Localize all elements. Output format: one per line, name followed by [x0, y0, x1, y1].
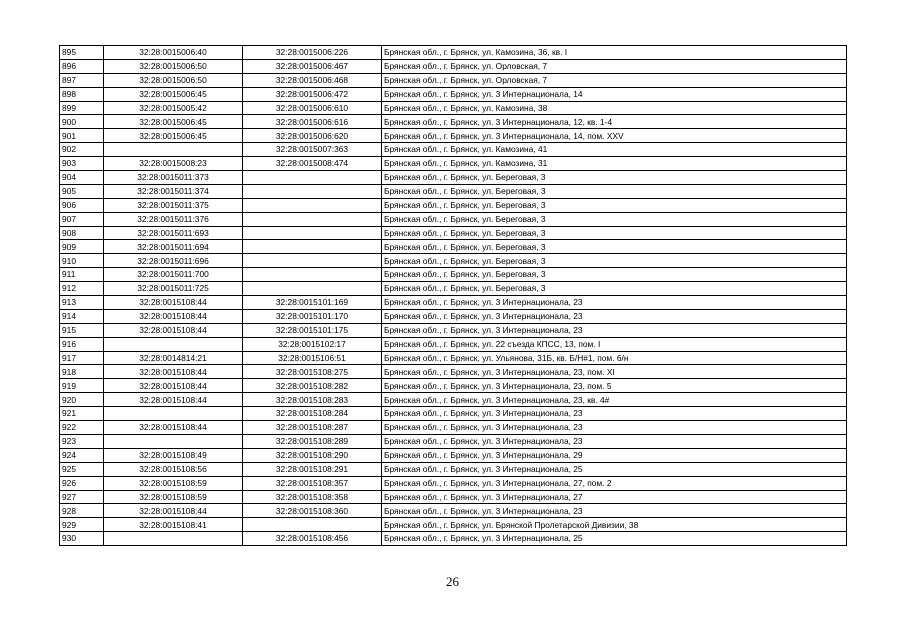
- cadastral-register-table: [59, 45, 847, 546]
- row-number-cell: 905: [60, 184, 104, 198]
- address-cell: Брянская обл., г. Брянск, ул. 3 Интернационала, 25: [382, 462, 847, 476]
- row-number-cell: 915: [60, 323, 104, 337]
- row-number-cell: 895: [60, 46, 104, 60]
- address-cell: Брянская обл., г. Брянск, ул. Орловская, 7: [382, 73, 847, 87]
- address-cell: Брянская обл., г. Брянск, ул. Камозина, 31: [382, 157, 847, 171]
- row-number-cell: 907: [60, 212, 104, 226]
- row-number-cell: 903: [60, 157, 104, 171]
- land-plot-cadastral-number-cell: 32:28:0015108:44: [104, 323, 243, 337]
- row-number-cell: 912: [60, 282, 104, 296]
- address-cell: Брянская обл., г. Брянск, ул. 3 Интернационала, 23, пом. 5: [382, 379, 847, 393]
- address-cell: Брянская обл., г. Брянск, ул. Береговая, 3: [382, 171, 847, 185]
- land-plot-cadastral-number-cell: 32:28:0015108:44: [104, 309, 243, 323]
- land-plot-cadastral-number-cell: 32:28:0015006:40: [104, 46, 243, 60]
- row-number-cell: 914: [60, 309, 104, 323]
- table-row: [60, 87, 847, 101]
- land-plot-cadastral-number-cell: 32:28:0015006:50: [104, 73, 243, 87]
- address-cell: Брянская обл., г. Брянск, ул. Береговая, 3: [382, 254, 847, 268]
- row-number-cell: 924: [60, 448, 104, 462]
- row-number-cell: 896: [60, 59, 104, 73]
- land-plot-cadastral-number-cell: 32:28:0015108:41: [104, 518, 243, 532]
- row-number-cell: 922: [60, 421, 104, 435]
- building-cadastral-number-cell: 32:28:0015006:610: [243, 101, 382, 115]
- table-row: [60, 212, 847, 226]
- table-row: [60, 184, 847, 198]
- land-plot-cadastral-number-cell: 32:28:0015108:56: [104, 462, 243, 476]
- row-number-cell: 916: [60, 337, 104, 351]
- table-row: [60, 532, 847, 546]
- table-row: [60, 434, 847, 448]
- table-row: [60, 337, 847, 351]
- building-cadastral-number-cell: 32:28:0015101:169: [243, 296, 382, 310]
- building-cadastral-number-cell: 32:28:0015006:620: [243, 129, 382, 143]
- table-row: [60, 296, 847, 310]
- building-cadastral-number-cell: 32:28:0015108:287: [243, 421, 382, 435]
- land-plot-cadastral-number-cell: 32:28:0015006:45: [104, 129, 243, 143]
- row-number-cell: 901: [60, 129, 104, 143]
- row-number-cell: 919: [60, 379, 104, 393]
- table-row: [60, 323, 847, 337]
- table-row: [60, 407, 847, 421]
- table-row: [60, 476, 847, 490]
- land-plot-cadastral-number-cell: 32:28:0015108:44: [104, 421, 243, 435]
- table-row: [60, 115, 847, 129]
- address-cell: Брянская обл., г. Брянск, ул. Береговая, 3: [382, 282, 847, 296]
- address-cell: Брянская обл., г. Брянск, ул. 3 Интернационала, 23: [382, 309, 847, 323]
- table-row: [60, 379, 847, 393]
- building-cadastral-number-cell: [243, 268, 382, 282]
- row-number-cell: 911: [60, 268, 104, 282]
- address-cell: Брянская обл., г. Брянск, ул. 3 Интернационала, 23: [382, 421, 847, 435]
- address-cell: Брянская обл., г. Брянск, ул. 3 Интернационала, 27, пом. 2: [382, 476, 847, 490]
- building-cadastral-number-cell: 32:28:0015108:282: [243, 379, 382, 393]
- building-cadastral-number-cell: 32:28:0015108:456: [243, 532, 382, 546]
- row-number-cell: 898: [60, 87, 104, 101]
- building-cadastral-number-cell: 32:28:0015108:289: [243, 434, 382, 448]
- table-row: [60, 518, 847, 532]
- land-plot-cadastral-number-cell: 32:28:0015108:44: [104, 504, 243, 518]
- land-plot-cadastral-number-cell: 32:28:0015108:49: [104, 448, 243, 462]
- row-number-cell: 918: [60, 365, 104, 379]
- building-cadastral-number-cell: [243, 254, 382, 268]
- land-plot-cadastral-number-cell: [104, 407, 243, 421]
- table-row: [60, 421, 847, 435]
- page-number: 26: [446, 574, 459, 589]
- table-row: [60, 101, 847, 115]
- land-plot-cadastral-number-cell: 32:28:0015108:44: [104, 393, 243, 407]
- land-plot-cadastral-number-cell: 32:28:0015011:374: [104, 184, 243, 198]
- building-cadastral-number-cell: 32:28:0015108:275: [243, 365, 382, 379]
- table-row: [60, 309, 847, 323]
- row-number-cell: 904: [60, 171, 104, 185]
- address-cell: Брянская обл., г. Брянск, ул. Береговая, 3: [382, 184, 847, 198]
- address-cell: Брянская обл., г. Брянск, ул. 3 Интернационала, 23: [382, 296, 847, 310]
- building-cadastral-number-cell: [243, 282, 382, 296]
- row-number-cell: 906: [60, 198, 104, 212]
- table-body: [60, 46, 847, 546]
- address-cell: Брянская обл., г. Брянск, ул. Брянской Пролетарской Дивизии, 38: [382, 518, 847, 532]
- building-cadastral-number-cell: [243, 212, 382, 226]
- row-number-cell: 908: [60, 226, 104, 240]
- building-cadastral-number-cell: 32:28:0015108:360: [243, 504, 382, 518]
- land-plot-cadastral-number-cell: 32:28:0015108:44: [104, 365, 243, 379]
- row-number-cell: 925: [60, 462, 104, 476]
- building-cadastral-number-cell: 32:28:0015108:291: [243, 462, 382, 476]
- address-cell: Брянская обл., г. Брянск, ул. 22 съезда КПСС, 13, пом. I: [382, 337, 847, 351]
- building-cadastral-number-cell: 32:28:0015008:474: [243, 157, 382, 171]
- land-plot-cadastral-number-cell: [104, 337, 243, 351]
- land-plot-cadastral-number-cell: 32:28:0015011:373: [104, 171, 243, 185]
- building-cadastral-number-cell: [243, 226, 382, 240]
- table-row: [60, 282, 847, 296]
- land-plot-cadastral-number-cell: 32:28:0015006:50: [104, 59, 243, 73]
- address-cell: Брянская обл., г. Брянск, ул. Камозина, 38: [382, 101, 847, 115]
- table-row: [60, 198, 847, 212]
- row-number-cell: 897: [60, 73, 104, 87]
- table-row: [60, 365, 847, 379]
- table-row: [60, 46, 847, 60]
- address-cell: Брянская обл., г. Брянск, ул. 3 Интернационала, 23: [382, 323, 847, 337]
- building-cadastral-number-cell: 32:28:0015106:51: [243, 351, 382, 365]
- address-cell: Брянская обл., г. Брянск, ул. Береговая, 3: [382, 212, 847, 226]
- address-cell: Брянская обл., г. Брянск, ул. 3 Интернационала, 12, кв. 1-4: [382, 115, 847, 129]
- address-cell: Брянская обл., г. Брянск, ул. Орловская, 7: [382, 59, 847, 73]
- row-number-cell: 928: [60, 504, 104, 518]
- land-plot-cadastral-number-cell: 32:28:0015011:700: [104, 268, 243, 282]
- land-plot-cadastral-number-cell: 32:28:0015008:23: [104, 157, 243, 171]
- table-row: [60, 59, 847, 73]
- building-cadastral-number-cell: 32:28:0015101:175: [243, 323, 382, 337]
- land-plot-cadastral-number-cell: 32:28:0015011:725: [104, 282, 243, 296]
- row-number-cell: 921: [60, 407, 104, 421]
- table-row: [60, 448, 847, 462]
- address-cell: Брянская обл., г. Брянск, ул. 3 Интернационала, 27: [382, 490, 847, 504]
- address-cell: Брянская обл., г. Брянск, ул. 3 Интернационала, 14, пом. XXV: [382, 129, 847, 143]
- row-number-cell: 909: [60, 240, 104, 254]
- address-cell: Брянская обл., г. Брянск, ул. Камозина, 41: [382, 143, 847, 157]
- table-row: [60, 226, 847, 240]
- land-plot-cadastral-number-cell: 32:28:0015011:693: [104, 226, 243, 240]
- building-cadastral-number-cell: 32:28:0015101:170: [243, 309, 382, 323]
- building-cadastral-number-cell: [243, 184, 382, 198]
- table-row: [60, 73, 847, 87]
- row-number-cell: 920: [60, 393, 104, 407]
- address-cell: Брянская обл., г. Брянск, ул. 3 Интернационала, 14: [382, 87, 847, 101]
- address-cell: Брянская обл., г. Брянск, ул. Береговая, 3: [382, 268, 847, 282]
- building-cadastral-number-cell: 32:28:0015006:468: [243, 73, 382, 87]
- building-cadastral-number-cell: [243, 171, 382, 185]
- address-cell: Брянская обл., г. Брянск, ул. Береговая, 3: [382, 226, 847, 240]
- table-row: [60, 143, 847, 157]
- row-number-cell: 926: [60, 476, 104, 490]
- row-number-cell: 930: [60, 532, 104, 546]
- building-cadastral-number-cell: 32:28:0015006:616: [243, 115, 382, 129]
- address-cell: Брянская обл., г. Брянск, ул. 3 Интернационала, 23: [382, 407, 847, 421]
- row-number-cell: 917: [60, 351, 104, 365]
- address-cell: Брянская обл., г. Брянск, ул. 3 Интернационала, 23: [382, 434, 847, 448]
- address-cell: Брянская обл., г. Брянск, ул. 3 Интернационала, 29: [382, 448, 847, 462]
- address-cell: Брянская обл., г. Брянск, ул. 3 Интернационала, 25: [382, 532, 847, 546]
- address-cell: Брянская обл., г. Брянск, ул. Ульянова, 31Б, кв. Б/Н#1, пом. 6/н: [382, 351, 847, 365]
- table-row: [60, 490, 847, 504]
- table-row: [60, 351, 847, 365]
- building-cadastral-number-cell: 32:28:0015108:290: [243, 448, 382, 462]
- address-cell: Брянская обл., г. Брянск, ул. 3 Интернационала, 23, пом. XI: [382, 365, 847, 379]
- land-plot-cadastral-number-cell: 32:28:0014814:21: [104, 351, 243, 365]
- land-plot-cadastral-number-cell: 32:28:0015011:375: [104, 198, 243, 212]
- table-row: [60, 171, 847, 185]
- row-number-cell: 923: [60, 434, 104, 448]
- building-cadastral-number-cell: 32:28:0015108:358: [243, 490, 382, 504]
- building-cadastral-number-cell: 32:28:0015102:17: [243, 337, 382, 351]
- address-cell: Брянская обл., г. Брянск, ул. Береговая, 3: [382, 198, 847, 212]
- land-plot-cadastral-number-cell: 32:28:0015108:44: [104, 379, 243, 393]
- land-plot-cadastral-number-cell: 32:28:0015108:59: [104, 476, 243, 490]
- land-plot-cadastral-number-cell: 32:28:0015108:44: [104, 296, 243, 310]
- address-cell: Брянская обл., г. Брянск, ул. Камозина, 36, кв. I: [382, 46, 847, 60]
- table-row: [60, 462, 847, 476]
- land-plot-cadastral-number-cell: 32:28:0015011:694: [104, 240, 243, 254]
- table-row: [60, 157, 847, 171]
- land-plot-cadastral-number-cell: 32:28:0015011:376: [104, 212, 243, 226]
- building-cadastral-number-cell: 32:28:0015108:284: [243, 407, 382, 421]
- building-cadastral-number-cell: 32:28:0015006:467: [243, 59, 382, 73]
- building-cadastral-number-cell: [243, 198, 382, 212]
- land-plot-cadastral-number-cell: 32:28:0015011:696: [104, 254, 243, 268]
- row-number-cell: 927: [60, 490, 104, 504]
- building-cadastral-number-cell: 32:28:0015006:472: [243, 87, 382, 101]
- land-plot-cadastral-number-cell: 32:28:0015108:59: [104, 490, 243, 504]
- land-plot-cadastral-number-cell: [104, 434, 243, 448]
- building-cadastral-number-cell: 32:28:0015006:226: [243, 46, 382, 60]
- row-number-cell: 913: [60, 296, 104, 310]
- land-plot-cadastral-number-cell: [104, 143, 243, 157]
- building-cadastral-number-cell: [243, 240, 382, 254]
- building-cadastral-number-cell: [243, 518, 382, 532]
- table-row: [60, 268, 847, 282]
- land-plot-cadastral-number-cell: [104, 532, 243, 546]
- address-cell: Брянская обл., г. Брянск, ул. 3 Интернационала, 23, кв. 4#: [382, 393, 847, 407]
- address-cell: Брянская обл., г. Брянск, ул. 3 Интернационала, 23: [382, 504, 847, 518]
- building-cadastral-number-cell: 32:28:0015108:283: [243, 393, 382, 407]
- row-number-cell: 902: [60, 143, 104, 157]
- land-plot-cadastral-number-cell: 32:28:0015006:45: [104, 115, 243, 129]
- row-number-cell: 899: [60, 101, 104, 115]
- table-row: [60, 504, 847, 518]
- building-cadastral-number-cell: 32:28:0015007:363: [243, 143, 382, 157]
- table-row: [60, 393, 847, 407]
- row-number-cell: 910: [60, 254, 104, 268]
- land-plot-cadastral-number-cell: 32:28:0015006:45: [104, 87, 243, 101]
- row-number-cell: 929: [60, 518, 104, 532]
- table-row: [60, 129, 847, 143]
- address-cell: Брянская обл., г. Брянск, ул. Береговая, 3: [382, 240, 847, 254]
- row-number-cell: 900: [60, 115, 104, 129]
- table-row: [60, 240, 847, 254]
- table-row: [60, 254, 847, 268]
- land-plot-cadastral-number-cell: 32:28:0015005:42: [104, 101, 243, 115]
- building-cadastral-number-cell: 32:28:0015108:357: [243, 476, 382, 490]
